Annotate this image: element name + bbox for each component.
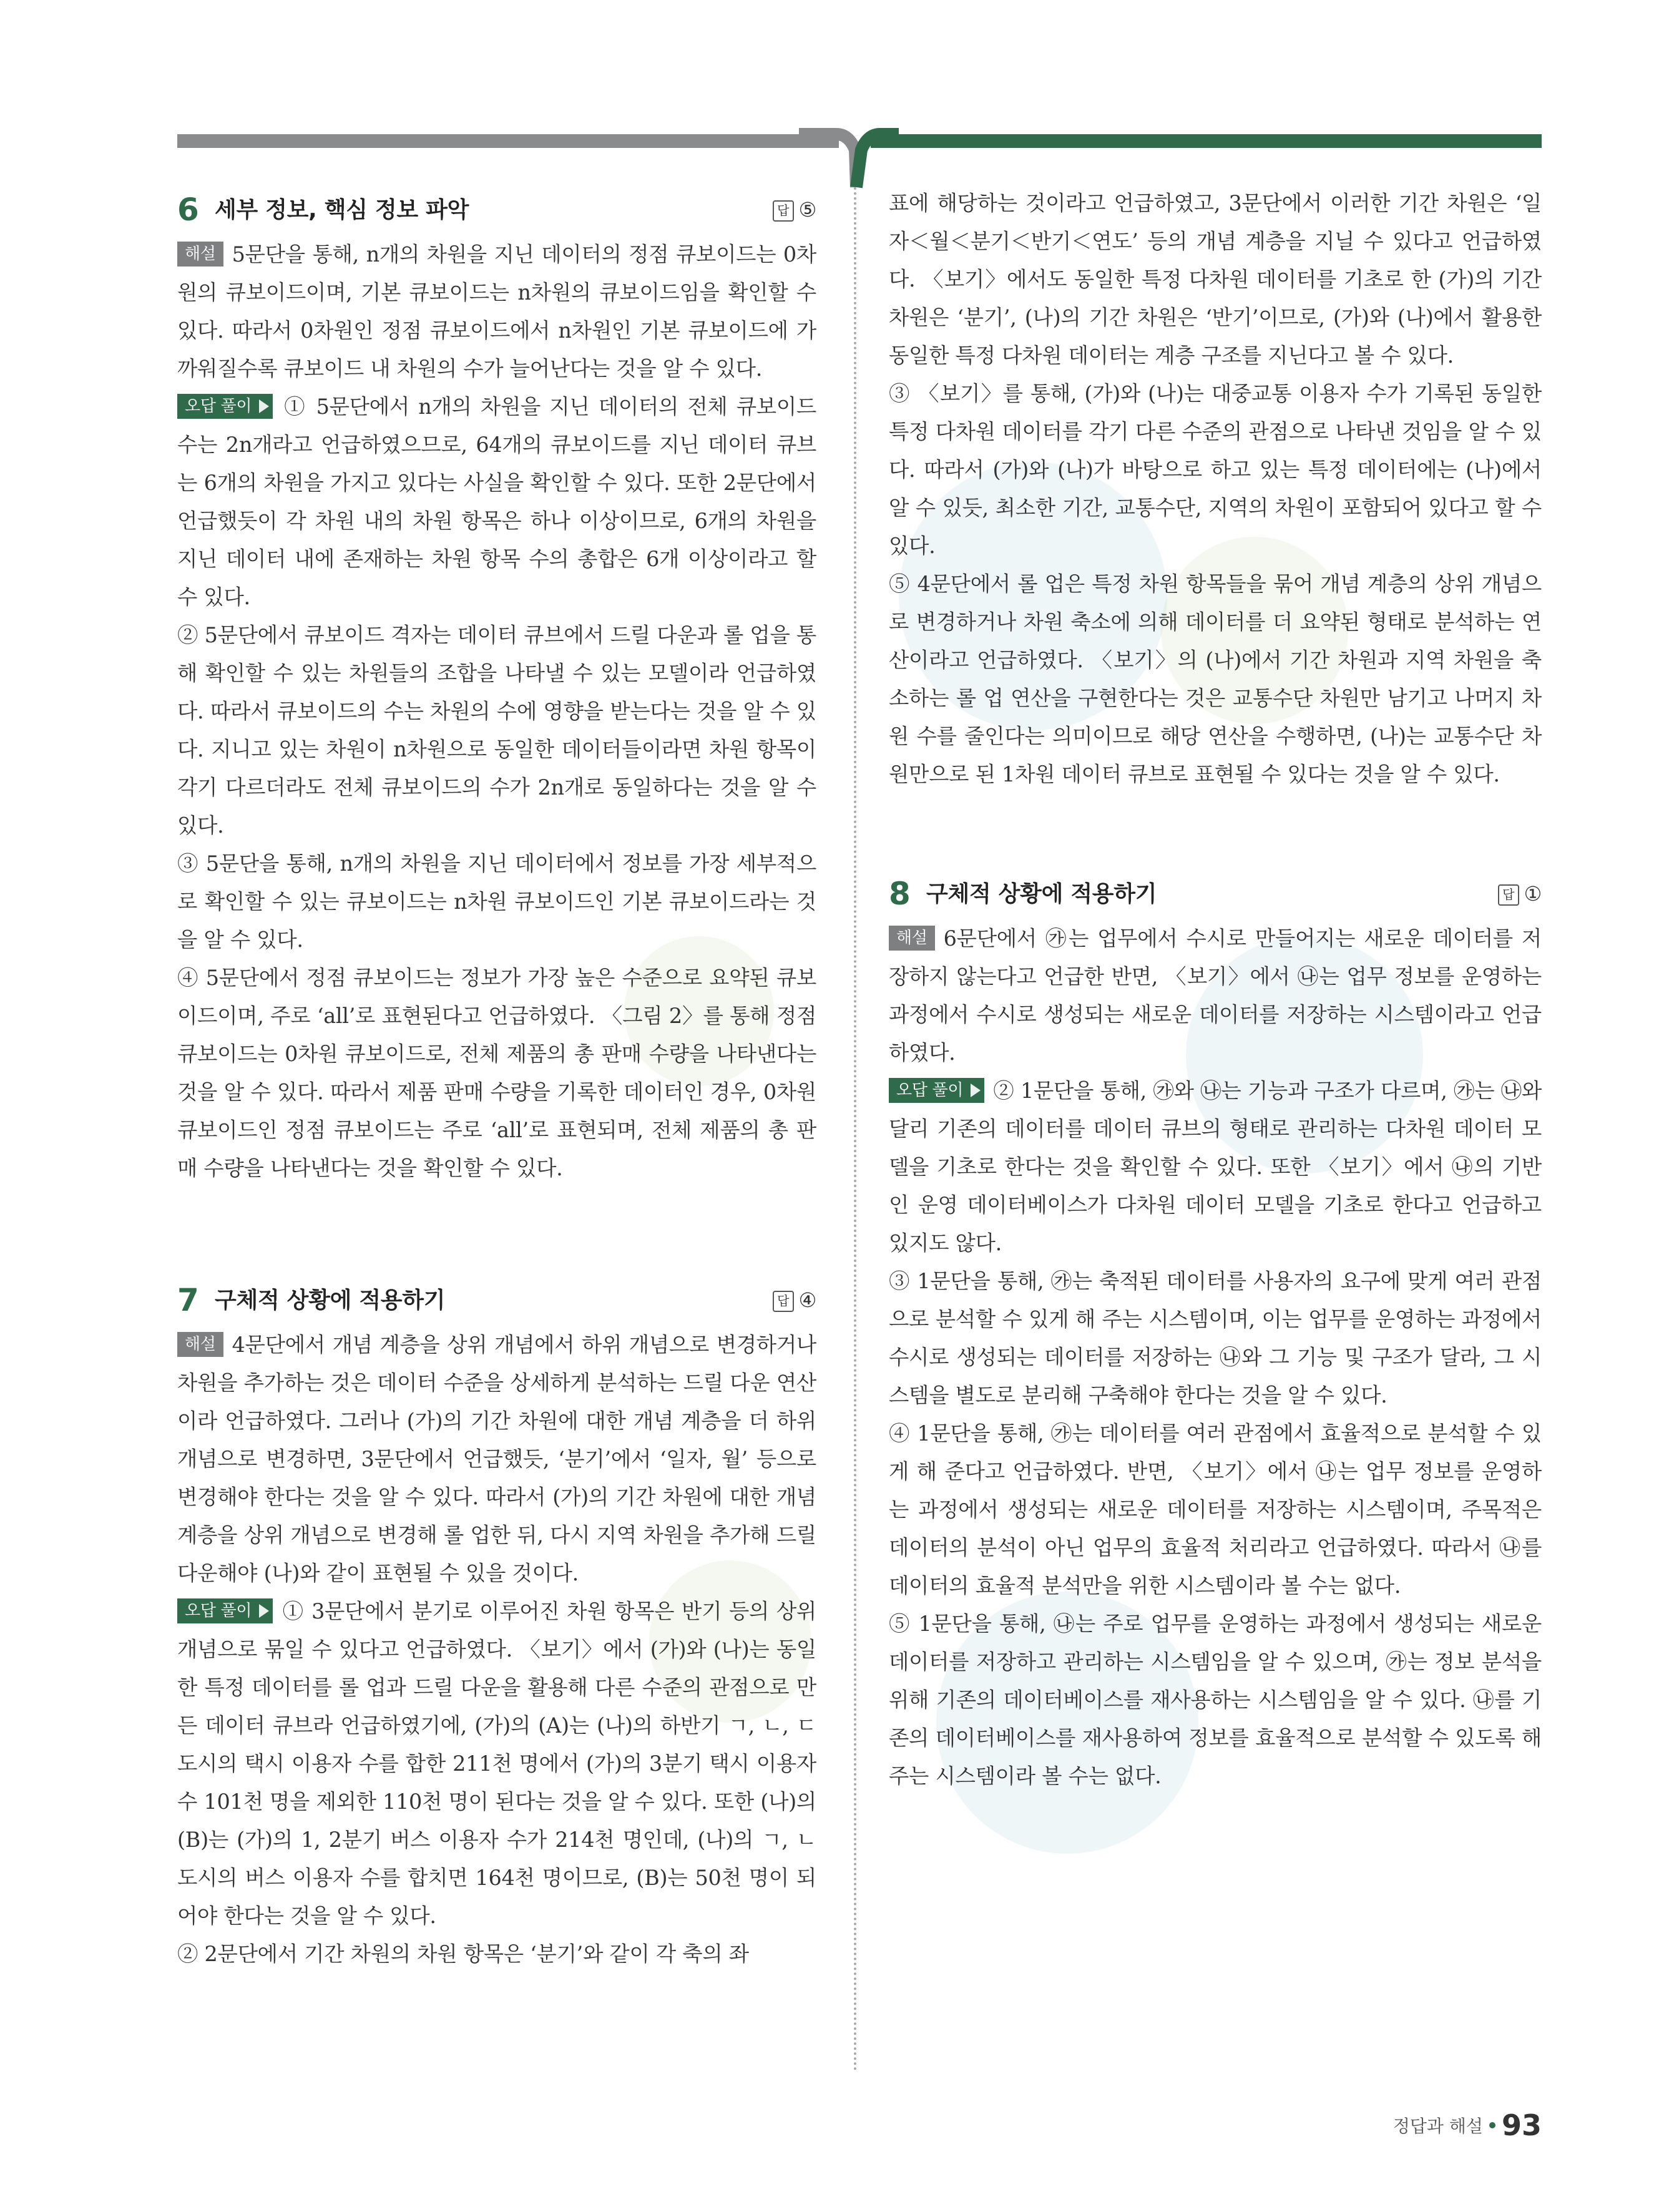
haeseol-tag: 해설 xyxy=(177,1332,223,1357)
top-bar-gray xyxy=(177,134,839,148)
wrong-answer-paragraph: ⑤ 1문단을 통해, ㉯는 주로 업무를 운영하는 과정에서 생성되는 새로운 데이터를 저장하고 관리하는 시스템임을 알 수 있으며, ㉮는 정보 분석을 위해 기존의 데이터베이스를 재사용하는 시스템임을 알 수 있다. ㉯를 기존의 데이터베이스를 재사용하여 정보를 효율적으로 분석할 수 있도록 해 주는 시스템이라 볼 수는 없다. xyxy=(889,1612,1542,1788)
wrong-answer-paragraph: ③ 〈보기〉를 통해, (가)와 (나)는 대중교통 이용자 수가 기록된 동일한 특정 다차원 데이터를 각기 다른 수준의 관점으로 나타낸 것임을 알 수 있다. 따라서 (가)와 (나)가 바탕으로 하고 있는 특정 데이터에는 (나)에서 알 수 있듯, 최소한 기간, 교통수단, 지역의 차원이 포함되어 있다고 할 수 있다. xyxy=(889,381,1542,558)
wrong-answer-text: ② 1문단을 통해, ㉮와 ㉯는 기능과 구조가 다르며, ㉮는 ㉯와 달리 기존의 데이터를 데이터 큐브의 형태로 관리하는 다차원 데이터 모델을 기초로 한다는 것을 확인할 수 있다. 또한 〈보기〉에서 ㉯의 기반인 운영 데이터베이스가 다차원 데이터 모델을 기초로 한다고 언급하고 있지도 않다. xyxy=(889,1079,1542,1255)
wrong-answer-paragraph: ② 5문단에서 큐보이드 격자는 데이터 큐브에서 드릴 다운과 롤 업을 통해 확인할 수 있는 차원들의 조합을 나타낼 수 있는 모델이라 언급하였다. 따라서 큐보이드의 수는 차원의 수에 영향을 받는다는 것을 알 수 있다. 지니고 있는 차원이 n차원으로 동일한 데이터들이라면 차원 항목이 각기 다르더라도 전체 큐보이드의 수가 2n개로 동일하다는 것을 알 수 있다. xyxy=(177,623,816,838)
wrong-answer-paragraph: ⑤ 4문단에서 롤 업은 특정 차원 항목들을 묶어 개념 계층의 상위 개념으로 변경하거나 차원 축소에 의해 데이터를 더 요약된 형태로 분석하는 연산이라고 언급하였다. 〈보기〉의 (나)에서 기간 차원과 지역 차원을 축소하는 롤 업 연산을 구현한다는 것은 교통수단 차원만 남기고 나머지 차원 수를 줄인다는 의미이므로 해당 연산을 수행하면, (나)는 교통수단 차원만으로 된 1차원 데이터 큐브로 표현될 수 있다는 것을 알 수 있다. xyxy=(889,572,1542,786)
haeseol-tag: 해설 xyxy=(889,926,935,951)
continued-paragraph: 표에 해당하는 것이라고 언급하였고, 3문단에서 이러한 기간 차원은 ‘일자＜월＜분기＜반기＜연도’ 등의 개념 계층을 지닐 수 있다고 언급하였다. 〈보기〉에서도 동일한 특정 다차원 데이터를 기초로 한 (가)의 기간 차원은 ‘분기’, (나)의 기간 차원은 ‘반기’이므로, (가)와 (나)에서 활용한 동일한 특정 다차원 데이터는 계층 구조를 지닌다고 볼 수 있다. xyxy=(889,191,1542,368)
haeseol-tag: 해설 xyxy=(177,242,223,267)
footer-label: 정답과 해설 xyxy=(1392,2116,1483,2136)
question-6-header xyxy=(177,184,816,235)
wrong-answer-paragraph: ② 2문단에서 기간 차원의 차원 항목은 ‘분기’와 같이 각 축의 좌 xyxy=(177,1942,749,1966)
wrong-answer-text: ① 5문단에서 n개의 차원을 지닌 데이터의 전체 큐보이드 수는 2n개라고 언급하였으므로, 64개의 큐보이드를 지닌 데이터 큐브는 6개의 차원을 가지고 있다는 사실을 확인할 수 있다. 또한 2문단에서 언급했듯이 각 차원 내의 차원 항목은 하나 이상이므로, 6개의 차원을 지닌 데이터 내에 존재하는 차원 항목 수의 총합은 6개 이상이라고 할 수 있다. xyxy=(177,394,816,609)
left-column xyxy=(177,184,816,1973)
explanation-paragraph xyxy=(177,1326,816,1592)
question-7-header xyxy=(177,1275,816,1326)
wrong-answer-paragraph: ③ 5문단을 통해, n개의 차원을 지닌 데이터에서 정보를 가장 세부적으로 확인할 수 있는 큐보이드는 n차원 큐보이드인 기본 큐보이드라는 것을 알 수 있다. xyxy=(177,851,816,952)
answer-label xyxy=(1498,875,1542,913)
explanation-text: 4문단에서 개념 계층을 상위 개념에서 하위 개념으로 변경하거나 차원을 추가하는 것은 데이터 수준을 상세하게 분석하는 드릴 다운 연산이라 언급하였다. 그러나 (가)의 기간 차원에 대한 개념 계층을 더 하위 개념으로 변경하면, 3문단에서 언급했듯, ‘분기’에서 ‘일자, 월’ 등으로 변경해야 한다는 것을 알 수 있다. 따라서 (가)의 기간 차원에 대한 개념 계층을 상위 개념으로 변경해 롤 업한 뒤, 다시 지역 차원을 추가해 드릴 다운해야 (나)와 같이 표현될 수 있을 것이다. xyxy=(177,1333,816,1585)
question-title: 구체적 상황에 적용하기 xyxy=(215,1287,446,1313)
odap-tag: 오답 풀이 xyxy=(177,394,273,419)
page-footer xyxy=(1393,2108,1542,2142)
answer-mark-icon: 답 xyxy=(1498,884,1519,906)
bullet-dot-icon xyxy=(1489,2122,1495,2128)
question-8-header xyxy=(889,868,1542,919)
question-title: 세부 정보, 핵심 정보 파악 xyxy=(215,197,469,223)
question-number: 7 xyxy=(177,1281,199,1318)
explanation-paragraph xyxy=(177,235,816,388)
wrong-answer-paragraph xyxy=(889,1072,1542,1262)
answer-value: ④ xyxy=(798,1288,816,1312)
wrong-answer-paragraph: ④ 5문단에서 정점 큐보이드는 정보가 가장 높은 수준으로 요약된 큐보이드이며, 주로 ‘all’로 표현된다고 언급하였다. 〈그림 2〉를 통해 정점 큐보이드는 0차원 큐보이드로, 전체 제품의 총 판매 수량을 나타낸다는 것을 알 수 있다. 따라서 제품 판매 수량을 기록한 데이터인 경우, 0차원 큐보이드인 정점 큐보이드는 주로 ‘all’로 표현되며, 전체 제품의 총 판매 수량을 나타낸다는 것을 확인할 수 있다. xyxy=(177,966,816,1180)
page-number: 93 xyxy=(1501,2108,1542,2142)
wrong-answer-paragraph: ③ 1문단을 통해, ㉮는 축적된 데이터를 사용자의 요구에 맞게 여러 관점으로 분석할 수 있게 해 주는 시스템이며, 이는 업무를 운영하는 과정에서 수시로 생성되는 데이터를 저장하는 ㉯와 그 기능 및 구조가 달라, 그 시스템을 별도로 분리해 구축해야 한다는 것을 알 수 있다. xyxy=(889,1269,1542,1407)
wrong-answer-paragraph xyxy=(177,388,816,616)
odap-tag: 오답 풀이 xyxy=(177,1598,273,1623)
explanation-text: 6문단에서 ㉮는 업무에서 수시로 만들어지는 새로운 데이터를 저장하지 않는다고 언급한 반면, 〈보기〉에서 ㉯는 업무 정보를 운영하는 과정에서 수시로 생성되는 새로운 데이터를 저장하는 시스템이라고 언급하였다. xyxy=(889,926,1542,1065)
explanation-text: 5문단을 통해, n개의 차원을 지닌 데이터의 정점 큐보이드는 0차원의 큐보이드이며, 기본 큐보이드는 n차원의 큐보이드임을 확인할 수 있다. 따라서 0차원인 정점 큐보이드에서 n차원인 기본 큐보이드에 가까워질수록 큐보이드 내 차원의 수가 늘어난다는 것을 알 수 있다. xyxy=(177,242,816,381)
answer-value: ⑤ xyxy=(798,197,816,222)
question-number: 8 xyxy=(889,875,911,912)
explanation-paragraph xyxy=(889,919,1542,1072)
answer-label xyxy=(773,1281,816,1319)
question-number: 6 xyxy=(177,191,199,228)
odap-tag: 오답 풀이 xyxy=(889,1078,984,1103)
wrong-answer-paragraph: ④ 1문단을 통해, ㉮는 데이터를 여러 관점에서 효율적으로 분석할 수 있게 해 준다고 언급하였다. 반면, 〈보기〉에서 ㉯는 업무 정보를 운영하는 과정에서 생성되는 새로운 데이터를 저장하는 시스템이며, 주목적은 데이터의 분석이 아닌 업무의 효율적 처리라고 언급하였다. 따라서 ㉯를 데이터의 효율적 분석만을 위한 시스템이라 볼 수는 없다. xyxy=(889,1421,1542,1598)
question-title: 구체적 상황에 적용하기 xyxy=(926,881,1157,907)
wrong-answer-text: ① 3문단에서 분기로 이루어진 차원 항목은 반기 등의 상위 개념으로 묶일 수 있다고 언급하였다. 〈보기〉에서 (가)와 (나)는 동일한 특정 데이터를 롤 업과 드릴 다운을 활용해 다른 수준의 관점으로 만든 데이터 큐브라 언급하였기에, (가)의 (A)는 (나)의 하반기 ㄱ, ㄴ, ㄷ 도시의 택시 이용자 수를 합한 211천 명에서 (가)의 3분기 택시 이용자 수 101천 명을 제외한 110천 명이 된다는 것을 알 수 있다. 또한 (나)의 (B)는 (가)의 1, 2분기 버스 이용자 수가 214천 명인데, (나)의 ㄱ, ㄴ 도시의 버스 이용자 수를 합치면 164천 명이므로, (B)는 50천 명이 되어야 한다는 것을 알 수 있다. xyxy=(177,1599,816,1928)
answer-value: ① xyxy=(1524,881,1542,906)
column-divider xyxy=(854,187,856,2072)
answer-mark-icon: 답 xyxy=(773,200,794,222)
answer-label xyxy=(773,191,816,229)
right-column xyxy=(889,184,1542,1795)
answer-mark-icon: 답 xyxy=(773,1291,794,1312)
top-bar-green xyxy=(871,134,1542,148)
wrong-answer-paragraph xyxy=(177,1592,816,1935)
